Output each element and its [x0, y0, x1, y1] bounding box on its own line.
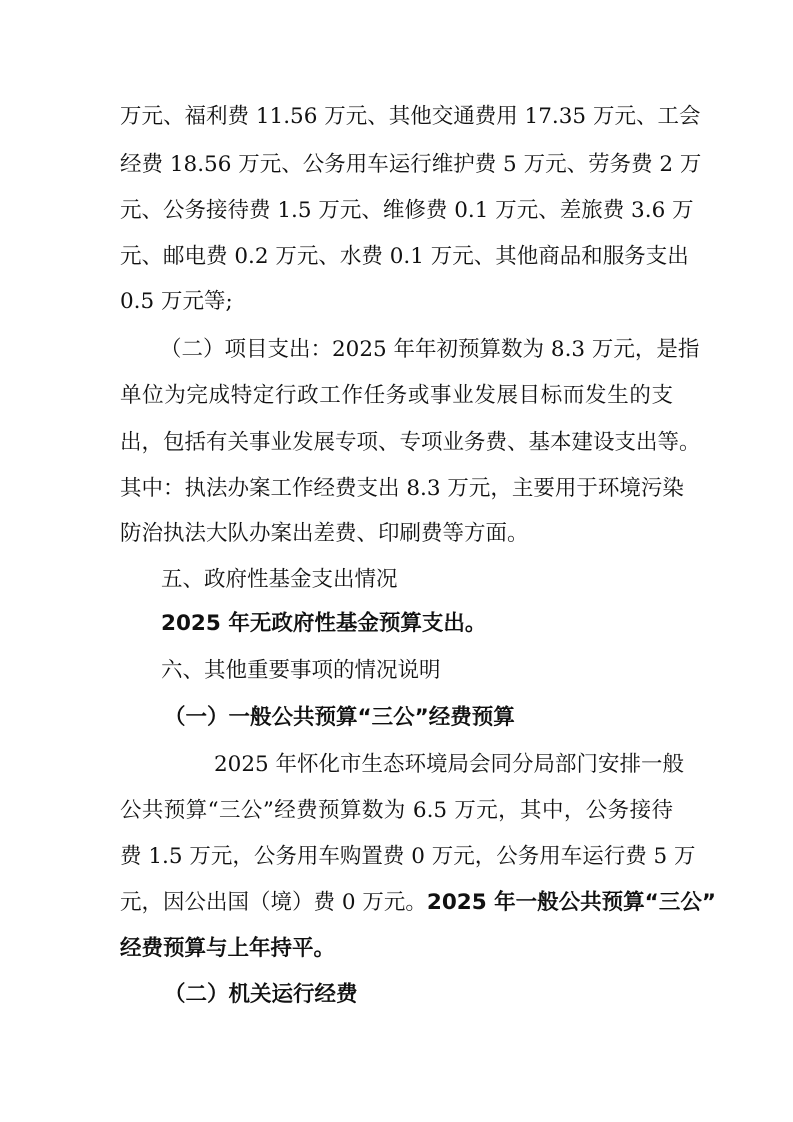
paragraph-line: 防治执法大队办案出差费、印刷费等方面。: [120, 521, 529, 546]
paragraph-line: 万元、福利费 11.56 万元、其他交通费用 17.35 万元、工会: [120, 104, 701, 129]
subsection-heading: （一）一般公共预算“三公”经费预算: [164, 705, 515, 730]
paragraph-segment: 元，因公出国（境）费 0 万元。: [120, 890, 427, 915]
paragraph-line-mixed: [120, 888, 716, 918]
paragraph-line: 2025 年怀化市生态环境局会同分局部门安排一般: [214, 752, 685, 777]
paragraph-line: （二）项目支出：2025 年年初预算数为 8.3 万元，是指: [160, 337, 700, 362]
paragraph-bold-segment: 2025 年一般公共预算“三公”: [426, 890, 716, 915]
subsection-heading: （二）机关运行经费: [164, 982, 358, 1007]
paragraph-line: 元、邮电费 0.2 万元、水费 0.1 万元、其他商品和服务支出: [120, 244, 689, 269]
section-text: 2025 年无政府性基金预算支出。: [161, 611, 487, 636]
paragraph-line: 费 1.5 万元，公务用车购置费 0 万元，公务用车运行费 5 万: [120, 844, 696, 869]
paragraph-line: 单位为完成特定行政工作任务或事业发展目标而发生的支: [120, 383, 673, 408]
section-heading: 六、其他重要事项的情况说明: [161, 658, 441, 683]
section-heading: 五、政府性基金支出情况: [161, 567, 398, 592]
paragraph-line: 元、公务接待费 1.5 万元、维修费 0.1 万元、差旅费 3.6 万: [120, 198, 694, 223]
paragraph-line: 公共预算“三公”经费预算数为 6.5 万元，其中，公务接待: [120, 798, 673, 823]
paragraph-line: 0.5 万元等;: [120, 289, 233, 314]
paragraph-bold-line: 经费预算与上年持平。: [120, 936, 336, 961]
paragraph-line: 其中：执法办案工作经费支出 8.3 万元，主要用于环境污染: [120, 476, 684, 501]
paragraph-line: 经费 18.56 万元、公务用车运行维护费 5 万元、劳务费 2 万: [120, 152, 702, 177]
paragraph-line: 出，包括有关事业发展专项、专项业务费、基本建设支出等。: [120, 430, 701, 455]
